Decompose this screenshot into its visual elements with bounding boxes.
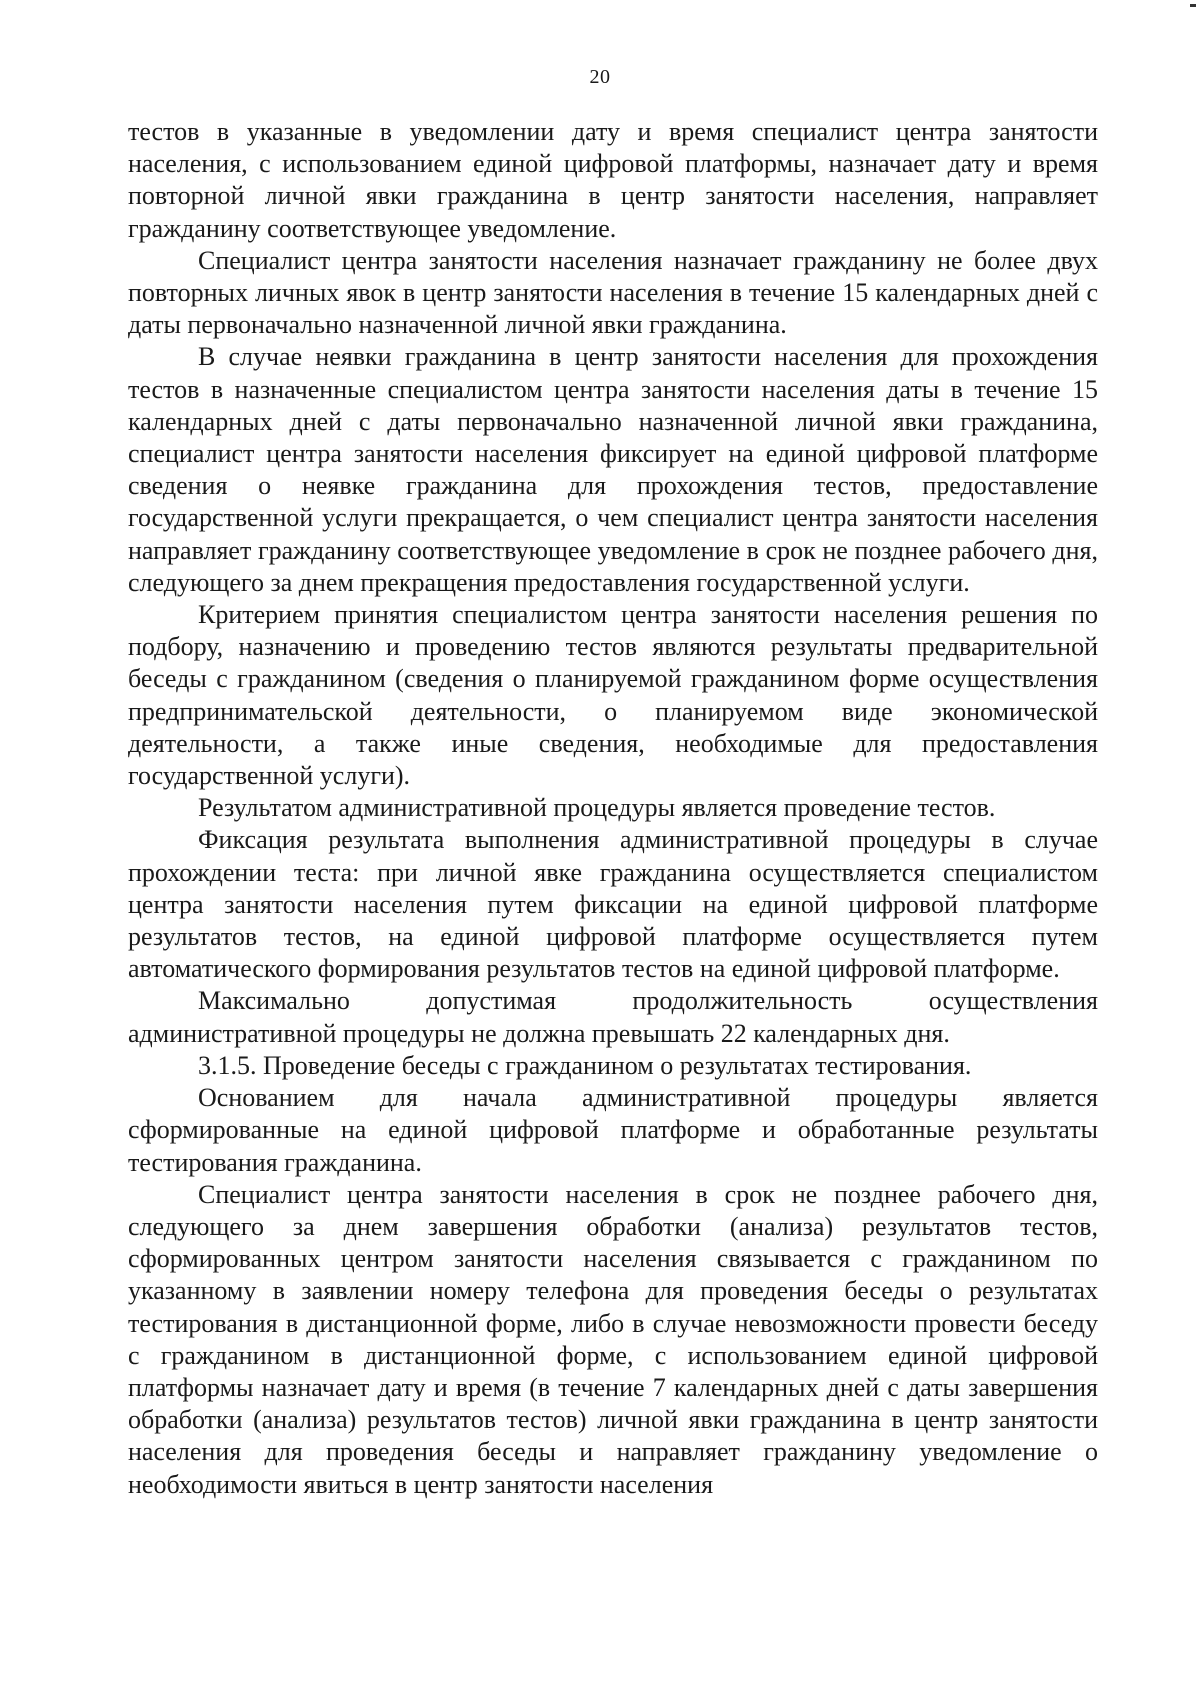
paragraph-1: тестов в указанные в уведомлении дату и время специалист центра занятости населения, с использованием единой цифровой платформы, назначает дату и время повторной личной явки гражданина в центр занятости населения, направляет гражданину соответствующее уведомление. (128, 117, 1098, 243)
paragraph-5: Результатом административной процедуры является проведение тестов. (198, 793, 996, 823)
paragraph-6: Фиксация результата выполнения административной процедуры в случае прохождении теста: при личной явке гражданина осуществляется специалистом центра занятости населения путем фиксации на единой цифровой платформе результатов тестов, на единой цифровой платформе осуществляется путем автоматического формирования результатов тестов на единой цифровой платформе. (128, 825, 1098, 984)
document-body (128, 116, 1098, 1501)
paragraph-2: Специалист центра занятости населения назначает гражданину не более двух повторных личных явок в центр занятости населения в течение 15 календарных дней с даты первоначально назначенной личной явки гражданина. (128, 245, 1098, 340)
page-number: 20 (589, 66, 611, 88)
paragraph-4: Критерием принятия специалистом центра занятости населения решения по подбору, назначению и проведению тестов являются результаты предварительной беседы с гражданином (сведения о планируемой гражданином форме осуществления предпринимательской деятельности, о планируемом виде экономической деятельности, а также иные сведения, необходимые для предоставления государственной услуги). (128, 600, 1098, 791)
scan-artifact (1190, 4, 1196, 7)
paragraph-3: В случае неявки гражданина в центр занятости населения для прохождения тестов в назначенные специалистом центра занятости населения даты в течение 15 календарных дней с даты первоначально назначенной личной явки гражданина, специалист центра занятости населения фиксирует на единой цифровой платформе сведения о неявке гражданина для прохождения тестов, предоставление государственной услуги прекращается, о чем специалист центра занятости населения направляет гражданину соответствующее уведомление в срок не позднее рабочего дня, следующего за днем прекращения предоставления государственной услуги. (128, 342, 1098, 597)
paragraph-7: Максимально допустимая продолжительность осуществления административной процедуры не должна превышать 22 календарных дня. (128, 986, 1098, 1048)
paragraph-9: Специалист центра занятости населения в срок не позднее рабочего дня, следующего за днем завершения обработки (анализа) результатов тестов, сформированных центром занятости населения связывается с гражданином по указанному в заявлении номеру телефона для проведения беседы о результатах тестирования в дистанционной форме, либо в случае невозможности провести беседу с гражданином в дистанционной форме, с использованием единой цифровой платформы назначает дату и время (в течение 7 календарных дней с даты завершения обработки (анализа) результатов тестов) личной явки гражданина в центр занятости населения для проведения беседы и направляет гражданину уведомление о необходимости явиться в центр занятости населения (128, 1179, 1098, 1499)
paragraph-8: Основанием для начала административной процедуры является сформированные на единой цифровой платформе и обработанные результаты тестирования гражданина. (128, 1083, 1098, 1177)
section-heading-3-1-5: 3.1.5. Проведение беседы с гражданином о результатах тестирования. (198, 1050, 972, 1080)
